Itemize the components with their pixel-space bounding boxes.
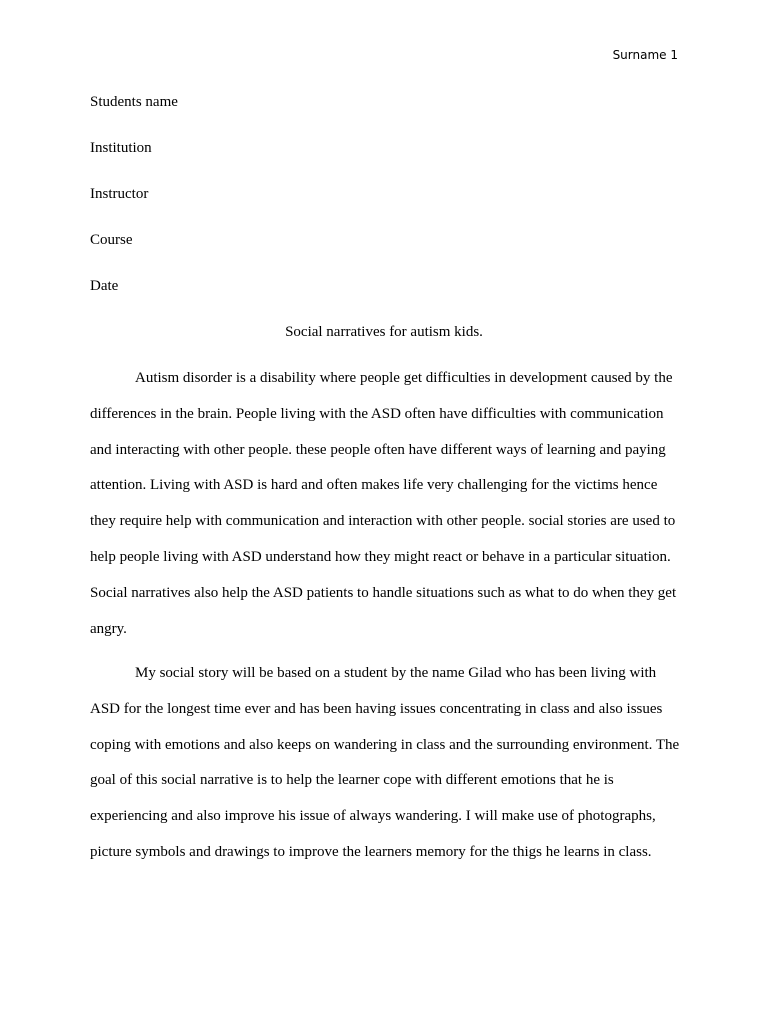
- paragraph-2: My social story will be based on a student by the name Gilad who has been living with ASD for the longest time ever and has been having issues concentrating in class and also issues coping with emotions and also keeps on wandering in class and the surrounding environment. The goal of this social narrative is to help the learner cope with different emotions that he is experiencing and also improve his issue of always wandering. I will make use of photographs, picture symbols and drawings to improve the learners memory for the thigs he learns in class.: [90, 665, 680, 860]
- student-name-line: Students name: [90, 94, 178, 110]
- document-title: Social narratives for autism kids.: [285, 324, 483, 340]
- page-header-surname: Surname 1: [612, 48, 678, 62]
- institution-line: Institution: [90, 140, 152, 156]
- instructor-line: Instructor: [90, 186, 149, 202]
- paragraph-1: Autism disorder is a disability where people get difficulties in development caused by the differences in the brain. People living with the ASD often have difficulties with communication and interacting with other people. these people often have different ways of learning and paying attention. Living with ASD is hard and often makes life very challenging for the victims hence they require help with communication and interaction with other people. social stories are used to help people living with ASD understand how they might react or behave in a particular situation. Social narratives also help the ASD patients to handle situations such as what to do when they get angry.: [90, 370, 677, 637]
- date-line: Date: [90, 278, 119, 294]
- course-line: Course: [90, 232, 133, 248]
